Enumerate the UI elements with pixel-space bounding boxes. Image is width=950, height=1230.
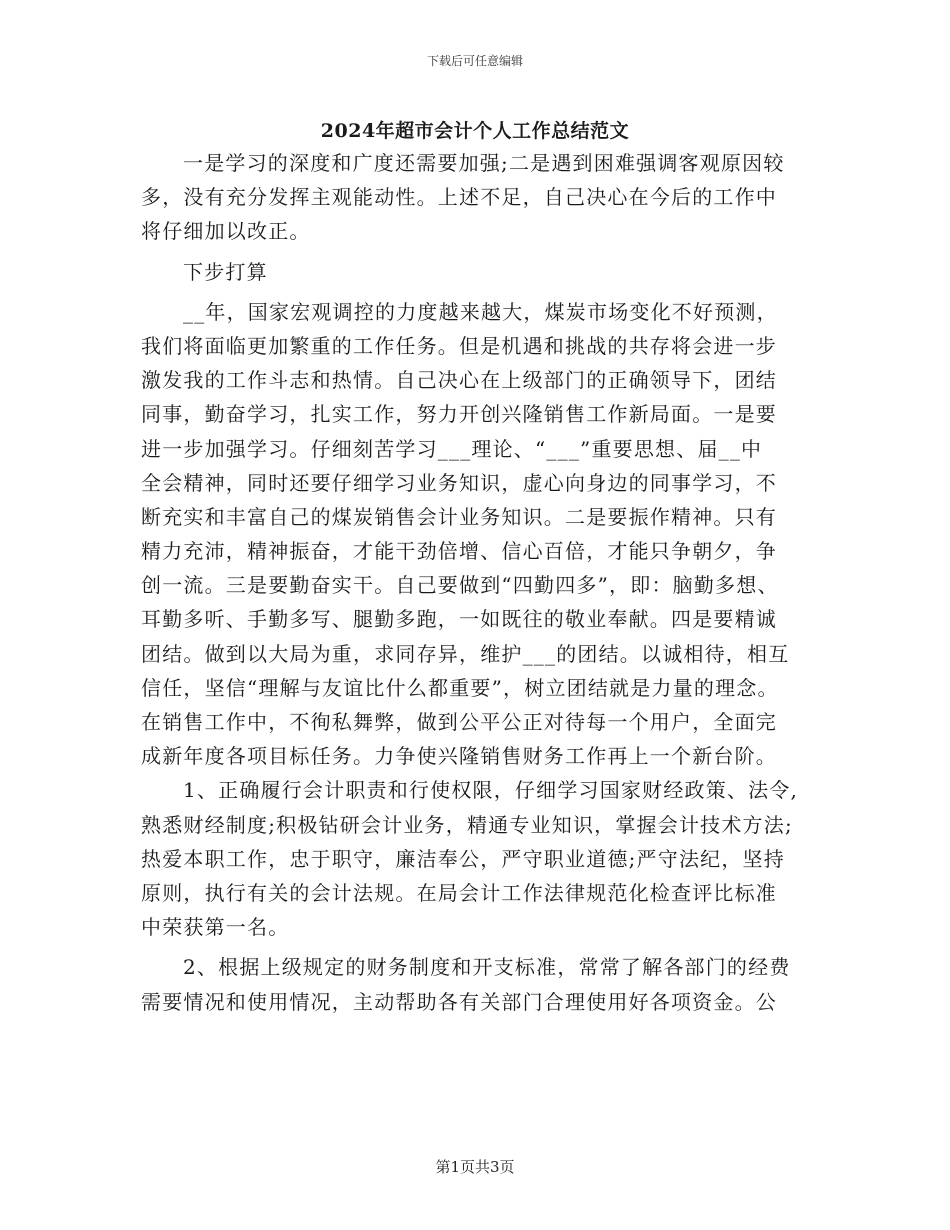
text-line: 需要情况和使用情况，主动帮助各有关部门合理使用好各项资金。公 — [141, 989, 777, 1014]
document-title: 2024年超市会计个人工作总结范文 — [320, 120, 630, 142]
text-line: 全会精神，同时还要仔细学习业务知识，虚心向身边的同事学习，不 — [141, 470, 777, 495]
text-line: 精力充沛，精神振奋，才能干劲倍增、信心百倍，才能只争朝夕，争 — [141, 539, 777, 564]
text-line: 2、根据上级规定的财务制度和开支标准，常常了解各部门的经费 — [183, 955, 791, 980]
text-line: 熟悉财经制度;积极钻研会计业务，精通专业知识，掌握会计技术方法; — [141, 812, 793, 837]
text-line: 信任，坚信“理解与友谊比什么都重要”，树立团结就是力量的理念。 — [141, 675, 779, 700]
text-line: 原则，执行有关的会计法规。在局会计工作法律规范化检查评比标准 — [141, 880, 777, 905]
text-line: 进一步加强学习。仔细刻苦学习___理论、“___”重要思想、届__中 — [141, 436, 763, 461]
text-line: 激发我的工作斗志和热情。自己决心在上级部门的正确领导下，团结 — [141, 368, 777, 393]
text-line: __年，国家宏观调控的力度越来越大，煤炭市场变化不好预测， — [183, 299, 778, 324]
document-body — [141, 146, 811, 1019]
text-line: 耳勤多听、手勤多写、腿勤多跑，一如既往的敬业奉献。四是要精诚 — [141, 607, 777, 632]
text-line: 断充实和丰富自己的煤炭销售会计业务知识。二是要振作精神。只有 — [141, 504, 777, 529]
page-footer: 第1页共3页 — [435, 1158, 515, 1176]
text-line: 一是学习的深度和广度还需要加强;二是遇到困难强调客观原因较 — [183, 151, 785, 175]
text-line: 在销售工作中，不徇私舞弊，做到公平公正对待每一个用户，全面完 — [141, 710, 777, 734]
text-line: 创一流。三是要勤奋实干。自己要做到“四勤四多”，即：脑勤多想、 — [141, 573, 779, 598]
text-line: 多，没有充分发挥主观能动性。上述不足，自己决心在今后的工作中 — [141, 185, 777, 210]
text-line: 成新年度各项目标任务。力争使兴隆销售财务工作再上一个新台阶。 — [141, 744, 777, 769]
text-line: 团结。做到以大局为重，求同存异，维护___的团结。以诚相待，相互 — [141, 641, 790, 666]
section-heading: 下步打算 — [183, 259, 268, 284]
text-line: 同事，勤奋学习，扎实工作，努力开创兴隆销售工作新局面。一是要 — [141, 402, 777, 427]
text-line: 中荣获第一名。 — [141, 915, 290, 940]
text-line: 我们将面临更加繁重的工作任务。但是机遇和挑战的共存将会进一步 — [141, 333, 777, 358]
page-header: 下载后可任意编辑 — [426, 54, 523, 68]
text-line: 1、正确履行会计职责和行使权限，仔细学习国家财经政策、法令, — [183, 778, 799, 803]
text-line: 热爱本职工作，忠于职守，廉洁奉公，严守职业道德;严守法纪，坚持 — [141, 846, 785, 871]
text-line: 将仔细加以改正。 — [141, 219, 311, 244]
